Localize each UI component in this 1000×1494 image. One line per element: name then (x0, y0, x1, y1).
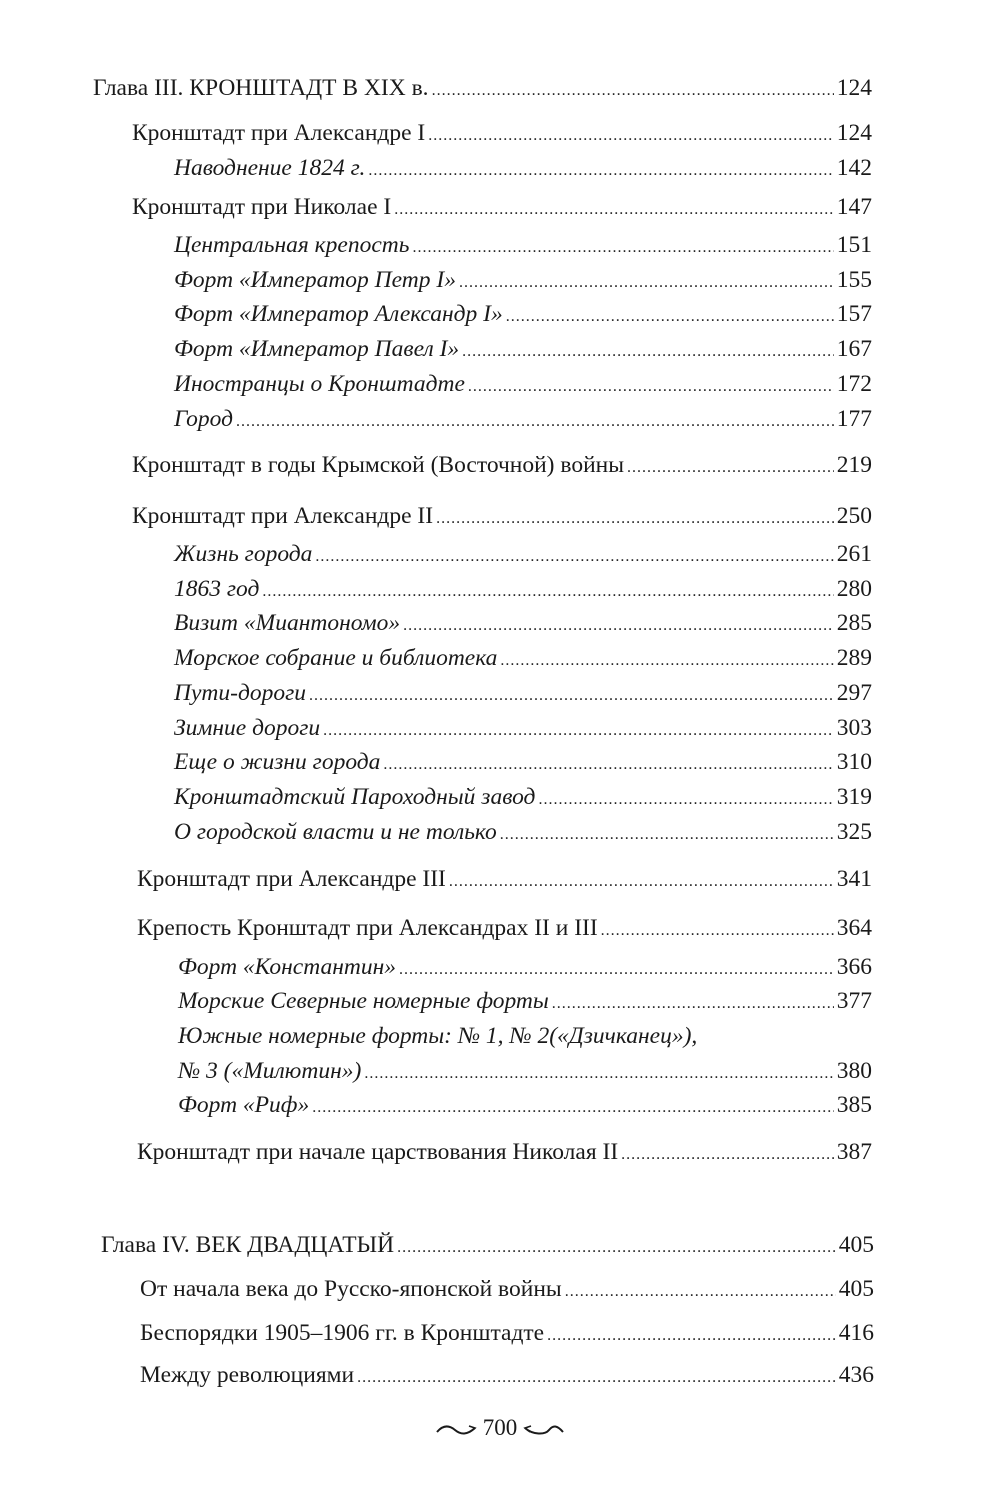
dot-leader (399, 955, 834, 985)
toc-subentry (174, 608, 872, 641)
entry-page: 405 (838, 1276, 874, 1302)
entry-title: Еще о жизни города (174, 749, 381, 775)
toc-subentry (174, 153, 872, 186)
entry-page: 261 (836, 541, 872, 567)
entry-page: 416 (838, 1320, 874, 1346)
entry-title: № 3 («Милютин») (178, 1058, 362, 1084)
toc-subentry (178, 1090, 872, 1123)
entry-title: Морское собрание и библиотека (174, 645, 498, 671)
entry-title: Жизнь города (174, 541, 313, 567)
entry-title: Крепость Кронштадт при Александрах II и III (137, 915, 598, 941)
entry-page: 325 (836, 819, 872, 845)
toc-entry (132, 501, 872, 534)
left-ornament-icon (435, 1415, 477, 1445)
entry-page: 219 (836, 452, 872, 478)
toc-subentry (174, 713, 872, 746)
entry-title: Форт «Император Павел I» (174, 336, 460, 362)
footer-page-number: 700 (482, 1415, 518, 1440)
toc-entry (137, 913, 872, 946)
toc-entry (132, 450, 872, 483)
dot-leader (357, 1363, 836, 1393)
entry-title: От начала века до Русско-японской войны (140, 1276, 562, 1302)
toc-subentry (174, 574, 872, 607)
entry-title: Форт «Константин» (178, 954, 397, 980)
dot-leader (500, 646, 833, 676)
dot-leader (468, 372, 834, 402)
entry-page: 172 (836, 371, 872, 397)
entry-page: 124 (836, 120, 872, 146)
dot-leader (538, 785, 833, 815)
entry-page: 364 (836, 915, 872, 941)
toc-subentry (174, 230, 872, 263)
dot-leader (459, 268, 834, 298)
entry-page: 387 (836, 1139, 872, 1165)
toc-entry (132, 118, 872, 151)
entry-title: Кронштадт при начале царствования Николая II (137, 1139, 619, 1165)
entry-title: Между революциями (140, 1362, 355, 1388)
entry-page: 289 (836, 645, 872, 671)
dot-leader (627, 453, 834, 483)
toc-subentry (174, 369, 872, 402)
toc-subentry (174, 782, 872, 815)
entry-title: Город (174, 406, 233, 432)
entry-page: 436 (838, 1362, 874, 1388)
dot-leader (315, 542, 833, 572)
entry-title: Иностранцы о Кронштадте (174, 371, 465, 397)
toc-subentry (178, 1056, 872, 1089)
entry-page: 310 (836, 749, 872, 775)
toc-entry (137, 1137, 872, 1170)
entry-page: 155 (836, 267, 872, 293)
entry-page: 157 (836, 301, 872, 327)
chapter-heading (93, 73, 872, 106)
dot-leader (312, 1093, 834, 1123)
toc-subentry (174, 539, 872, 572)
entry-title: Зимние дороги (174, 715, 321, 741)
entry-page: 285 (836, 610, 872, 636)
toc-subentry (178, 952, 872, 985)
toc-entry (140, 1274, 874, 1307)
toc-subentry (174, 299, 872, 332)
entry-title: Визит «Миантономо» (174, 610, 401, 636)
entry-page: 167 (836, 336, 872, 362)
dot-leader (323, 716, 834, 746)
toc-entry (132, 192, 872, 225)
entry-title: О городской власти и не только (174, 819, 497, 845)
dot-leader (506, 302, 834, 332)
dot-leader (552, 989, 834, 1019)
chapter-heading (101, 1230, 874, 1263)
dot-leader (364, 1059, 833, 1089)
entry-title: Южные номерные форты: № 1, № 2(«Дзичканец»), (178, 1023, 698, 1049)
entry-title: Кронштадт при Александре II (132, 503, 434, 529)
dot-leader (565, 1277, 836, 1307)
entry-page: 177 (836, 406, 872, 432)
dot-leader (547, 1321, 836, 1351)
toc-entry (140, 1360, 874, 1393)
dot-leader (397, 1233, 836, 1263)
entry-title: Кронштадтский Пароходный завод (174, 784, 536, 810)
entry-title: Форт «Риф» (178, 1092, 310, 1118)
entry-page: 297 (836, 680, 872, 706)
toc-subentry (174, 678, 872, 711)
dot-leader (462, 337, 834, 367)
entry-title: Кронштадт в годы Крымской (Восточной) войны (132, 452, 625, 478)
entry-title: Центральная крепость (174, 232, 410, 258)
entry-title: Кронштадт при Александре III (137, 866, 446, 892)
entry-page: 303 (836, 715, 872, 741)
page-number: 405 (838, 1232, 874, 1258)
entry-title: 1863 год (174, 576, 260, 602)
entry-page: 151 (836, 232, 872, 258)
entry-title: Форт «Император Петр I» (174, 267, 456, 293)
toc-subentry (174, 265, 872, 298)
dot-leader (449, 867, 834, 897)
entry-title: Пути-дороги (174, 680, 307, 706)
dot-leader (309, 681, 834, 711)
dot-leader (412, 233, 833, 263)
toc-subentry (178, 986, 872, 1019)
chapter-title: Глава IV. ВЕК ДВАДЦАТЫЙ (101, 1232, 395, 1258)
dot-leader (403, 611, 834, 641)
dot-leader (601, 916, 834, 946)
dot-leader (262, 577, 833, 607)
entry-title: Форт «Император Александр I» (174, 301, 503, 327)
dot-leader (428, 121, 834, 151)
entry-page: 147 (836, 194, 872, 220)
dot-leader (436, 504, 834, 534)
entry-title: Морские Северные номерные форты (178, 988, 549, 1014)
entry-title: Кронштадт при Александре I (132, 120, 426, 146)
entry-page: 142 (836, 155, 872, 181)
dot-leader (432, 76, 834, 106)
entry-page: 377 (836, 988, 872, 1014)
entry-page: 341 (836, 866, 872, 892)
entry-page: 380 (836, 1058, 872, 1084)
toc-subentry (174, 334, 872, 367)
dot-leader (500, 820, 834, 850)
dot-leader (394, 195, 834, 225)
entry-title: Кронштадт при Николае I (132, 194, 392, 220)
dot-leader (621, 1140, 834, 1170)
chapter-title: Глава III. КРОНШТАДТ В XIX в. (93, 75, 429, 101)
toc-subentry (174, 747, 872, 780)
toc-subentry (174, 817, 872, 850)
page-footer (0, 1413, 1000, 1445)
toc-subentry-continued (178, 1021, 872, 1051)
page-number: 124 (836, 75, 872, 101)
entry-page: 385 (836, 1092, 872, 1118)
right-ornament-icon (523, 1415, 565, 1445)
toc-entry (137, 864, 872, 897)
dot-leader (368, 156, 833, 186)
dot-leader (383, 750, 833, 780)
entry-page: 319 (836, 784, 872, 810)
toc-entry (140, 1318, 874, 1351)
entry-page: 250 (836, 503, 872, 529)
entry-title: Беспорядки 1905–1906 гг. в Кронштадте (140, 1320, 545, 1346)
entry-title: Наводнение 1824 г. (174, 155, 366, 181)
entry-page: 280 (836, 576, 872, 602)
toc-subentry (174, 643, 872, 676)
toc-subentry (174, 404, 872, 437)
dot-leader (236, 407, 834, 437)
entry-page: 366 (836, 954, 872, 980)
